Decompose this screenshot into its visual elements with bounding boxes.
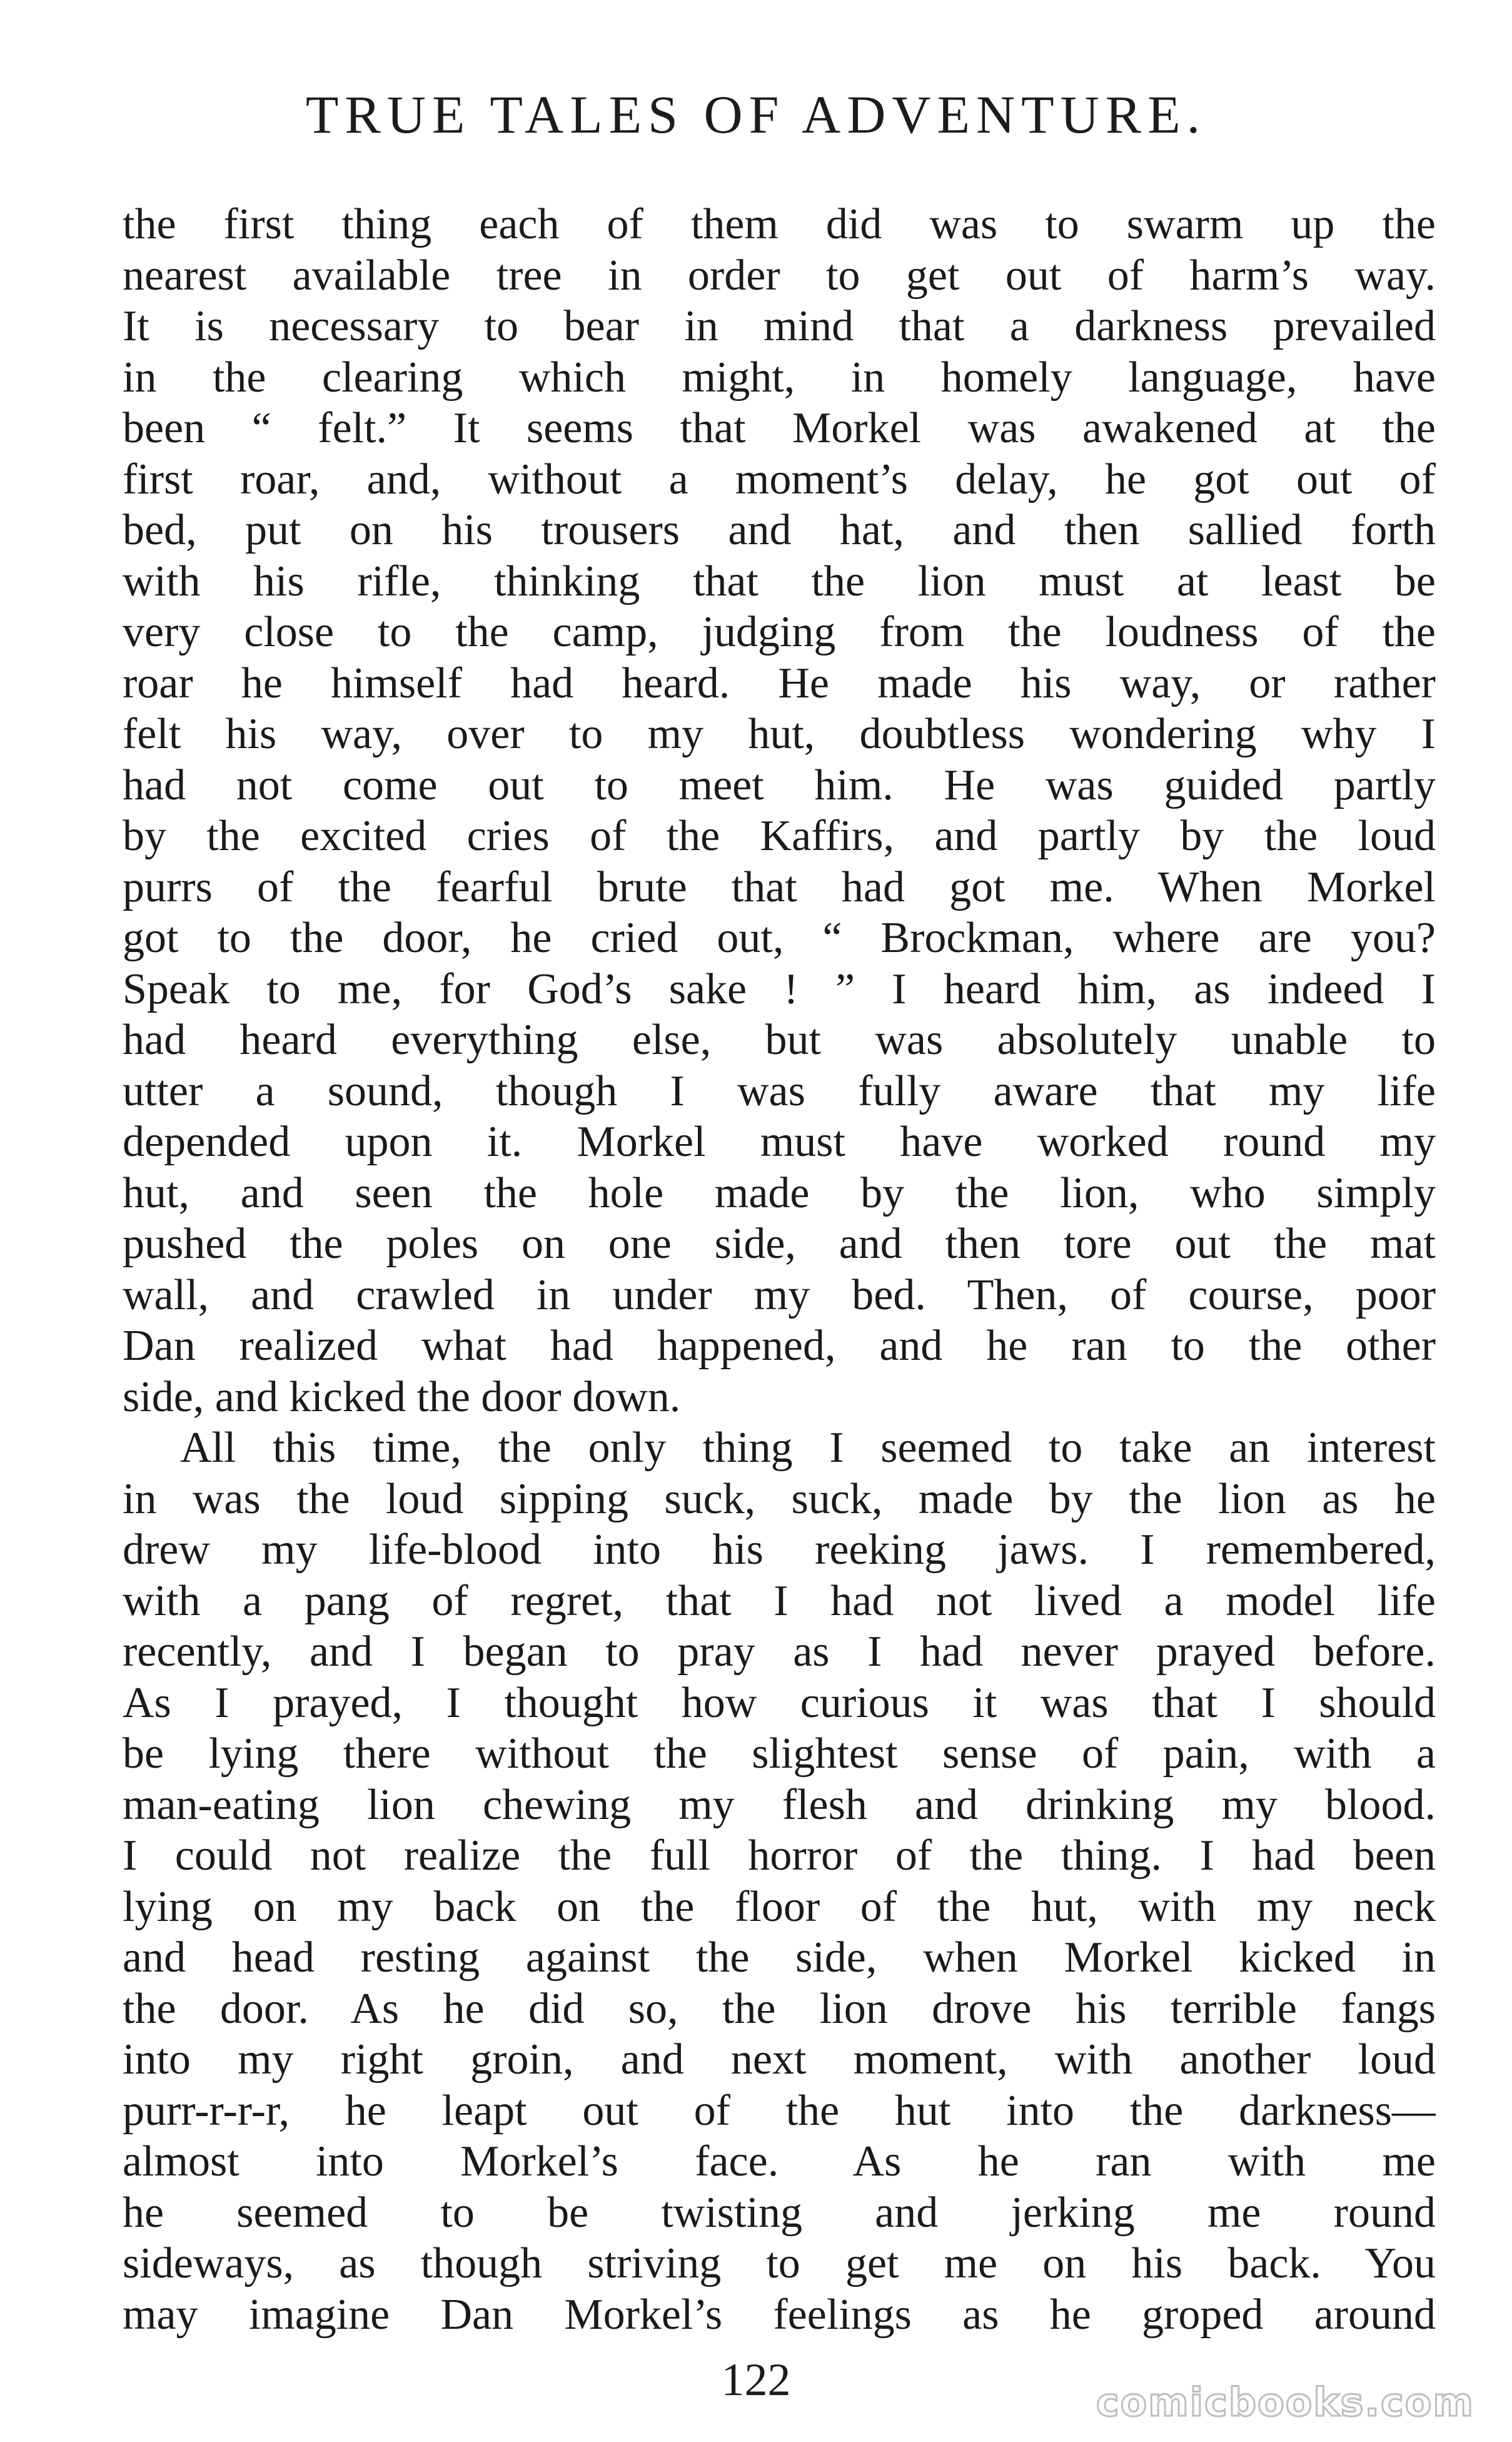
text-line: be lying there without the slightest sense of pain, with a: [123, 1730, 1436, 1778]
text-line: first roar, and, without a moment’s delay, he got out of: [123, 455, 1436, 504]
text-line: Speak to me, for God’s sake ! ” I heard him, as indeed I: [123, 965, 1436, 1013]
text-line: got to the door, he cried out, “ Brockman, where are you?: [123, 914, 1436, 962]
text-line: sideways, as though striving to get me on his back. You: [123, 2239, 1436, 2287]
text-line: depended upon it. Morkel must have worked round my: [123, 1118, 1436, 1166]
watermark-logo: comicbooks.com: [1096, 2379, 1474, 2425]
text-line: and head resting against the side, when Morkel kicked in: [123, 1933, 1436, 1982]
text-line: lying on my back on the floor of the hut, with my neck: [123, 1882, 1436, 1931]
text-line: in the clearing which might, in homely language, have: [123, 353, 1436, 402]
text-line: man-eating lion chewing my flesh and drinking my blood.: [123, 1780, 1436, 1829]
text-line: almost into Morkel’s face. As he ran with me: [123, 2137, 1436, 2186]
text-line: the door. As he did so, the lion drove his terrible fangs: [123, 1984, 1436, 2033]
text-line: nearest available tree in order to get out of harm’s way.: [123, 251, 1436, 300]
text-line: purrs of the fearful brute that had got me. When Morkel: [123, 863, 1436, 911]
text-line: I could not realize the full horror of the thing. I had been: [123, 1832, 1436, 1880]
text-line: side, and kicked the door down.: [123, 1372, 681, 1421]
text-line: had heard everything else, but was absolutely unable to: [123, 1016, 1436, 1064]
text-line: with his rifle, thinking that the lion must at least be: [123, 557, 1436, 605]
page-number: 122: [721, 2354, 791, 2406]
running-head: TRUE TALES OF ADVENTURE.: [305, 84, 1207, 144]
text-line: felt his way, over to my hut, doubtless wondering why I: [123, 710, 1436, 758]
text-line: Dan realized what had happened, and he ran to the other: [123, 1322, 1436, 1370]
text-line: with a pang of regret, that I had not lived a model life: [123, 1576, 1436, 1625]
text-line: purr-r-r-r, he leapt out of the hut into the darkness—: [123, 2086, 1436, 2135]
text-line: been “ felt.” It seems that Morkel was awakened at the: [123, 404, 1436, 452]
text-line: drew my life-blood into his reeking jaws. I remembered,: [123, 1526, 1436, 1574]
text-line: may imagine Dan Morkel’s feelings as he groped around: [123, 2290, 1436, 2339]
text-line: he seemed to be twisting and jerking me round: [123, 2188, 1436, 2237]
text-line: pushed the poles on one side, and then tore out the mat: [123, 1220, 1436, 1268]
text-line: As I prayed, I thought how curious it was that I should: [123, 1678, 1436, 1727]
text-line: It is necessary to bear in mind that a darkness prevailed: [123, 302, 1436, 350]
text-line: by the excited cries of the Kaffirs, and partly by the loud: [123, 812, 1436, 860]
text-line: hut, and seen the hole made by the lion, who simply: [123, 1168, 1436, 1217]
text-line: had not come out to meet him. He was guided partly: [123, 761, 1436, 809]
text-line: in was the loud sipping suck, suck, made by the lion as he: [123, 1474, 1436, 1523]
text-line: recently, and I began to pray as I had never prayed before.: [123, 1628, 1436, 1676]
text-line: the first thing each of them did was to swarm up the: [123, 200, 1436, 248]
text-line: All this time, the only thing I seemed to take an interest: [180, 1424, 1436, 1472]
text-line: wall, and crawled in under my bed. Then, of course, poor: [123, 1270, 1436, 1319]
text-line: utter a sound, though I was fully aware that my life: [123, 1066, 1436, 1115]
text-line: roar he himself had heard. He made his way, or rather: [123, 659, 1436, 707]
text-line: bed, put on his trousers and hat, and then sallied forth: [123, 506, 1436, 554]
text-line: into my right groin, and next moment, with another loud: [123, 2035, 1436, 2084]
text-line: very close to the camp, judging from the loudness of the: [123, 608, 1436, 656]
body-text: [123, 199, 1436, 2340]
